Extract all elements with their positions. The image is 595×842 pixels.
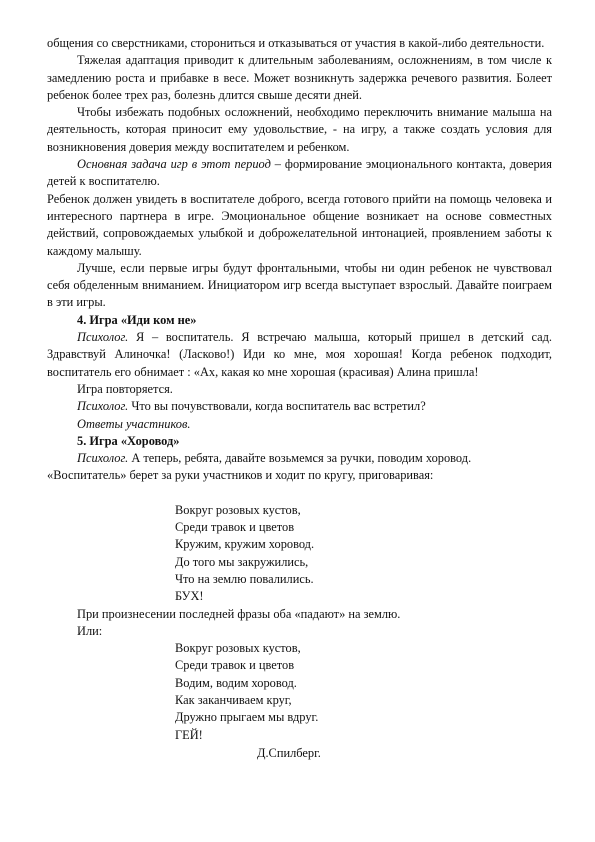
paragraph-6: Лучше, если первые игры будут фронтальными, чтобы ни один ребенок не чувствовал себя обделенным вниманием. Инициатором игр всегда выступает взрослый. Давайте поиграем в эти игры. bbox=[47, 260, 552, 310]
poem-line: ГЕЙ! bbox=[175, 727, 203, 742]
participants-answers: Ответы участников. bbox=[77, 416, 191, 431]
speaker-psychologist: Психолог. bbox=[77, 330, 129, 345]
main-task-emphasis: Основная задача игр в этот период – bbox=[77, 157, 281, 172]
document-body bbox=[47, 35, 552, 762]
paragraph-4 bbox=[47, 156, 552, 191]
paragraph-11 bbox=[47, 450, 552, 467]
poem-line: БУХ! bbox=[175, 589, 204, 604]
paragraph-8: Игра повторяется. bbox=[77, 381, 173, 396]
paragraph-7-text: Я – воспитатель. Я встречаю малыша, который пришел в детский сад. Здравствуй Алиночка! (Ласково!) Иди ко мне, моя хорошая! Когда ребенок подходит, воспитатель его обнимает : «Ах, какая ко мне хорошая (красивая) Алина пришла! bbox=[47, 330, 552, 379]
poem-2 bbox=[175, 640, 552, 744]
poem-line: Водим, водим хоровод. bbox=[175, 675, 297, 690]
paragraph-9 bbox=[47, 398, 552, 415]
speaker-psychologist: Психолог. bbox=[77, 451, 129, 466]
paragraph-14: Или: bbox=[77, 623, 103, 638]
game-4-heading: 4. Игра «Иди ком не» bbox=[77, 312, 197, 327]
paragraph-3: Чтобы избежать подобных осложнений, необходимо переключить внимание малыша на деятельность, которая приносит ему удовольствие, - на игру, а также создать условия для возникновения доверия между воспитателем и ребенком. bbox=[47, 105, 552, 154]
game-5-heading: 5. Игра «Хоровод» bbox=[77, 433, 180, 448]
paragraph-11-text: А теперь, ребята, давайте возьмемся за ручки, поводим хоровод. bbox=[128, 451, 472, 466]
main-task-text: формирование эмоционального контакта, доверия детей к воспитателю. bbox=[47, 157, 552, 189]
poem-line: Дружно прыгаем мы вдруг. bbox=[175, 710, 319, 725]
signature: Д.Спилберг. bbox=[257, 745, 321, 760]
paragraph-9-text: Что вы почувствовали, когда воспитатель вас встретил? bbox=[128, 399, 426, 414]
poem-line: Среди травок и цветов bbox=[175, 658, 295, 673]
poem-line: Вокруг розовых кустов, bbox=[175, 502, 301, 517]
poem-1 bbox=[175, 502, 552, 606]
poem-line: Как заканчиваем круг, bbox=[175, 692, 292, 707]
speaker-psychologist: Психолог. bbox=[77, 399, 129, 414]
poem-line: Среди травок и цветов bbox=[175, 520, 295, 535]
poem-line: Что на землю повалились. bbox=[175, 571, 314, 586]
paragraph-12: «Воспитатель» берет за руки участников и ходит по кругу, приговаривая: bbox=[47, 468, 434, 483]
paragraph-1: общения со сверстниками, сторониться и отказываться от участия в какой-либо деятельности. bbox=[47, 36, 545, 50]
paragraph-5: Ребенок должен увидеть в воспитателе доброго, всегда готового прийти на помощь человека и интересного партнера в игре. Эмоциональное общение возникает на основе совместных действий, сопровождаемых улыбкой и доброжелательной интонацией, проявлением заботы к каждому малышу. bbox=[47, 191, 552, 258]
paragraph-13: При произнесении последней фразы оба «падают» на землю. bbox=[77, 606, 401, 621]
poem-line: До того мы закружились, bbox=[175, 554, 309, 569]
poem-line: Кружим, кружим хоровод. bbox=[175, 537, 315, 552]
paragraph-2: Тяжелая адаптация приводит к длительным заболеваниям, осложнениям, в том числе к замедлению роста и прибавке в весе. Может возникнуть задержка речевого развития. Болеет ребенок более трех раз, болезнь длится свыше десяти дней. bbox=[47, 53, 552, 102]
poem-line: Вокруг розовых кустов, bbox=[175, 641, 301, 656]
paragraph-7 bbox=[47, 329, 552, 381]
